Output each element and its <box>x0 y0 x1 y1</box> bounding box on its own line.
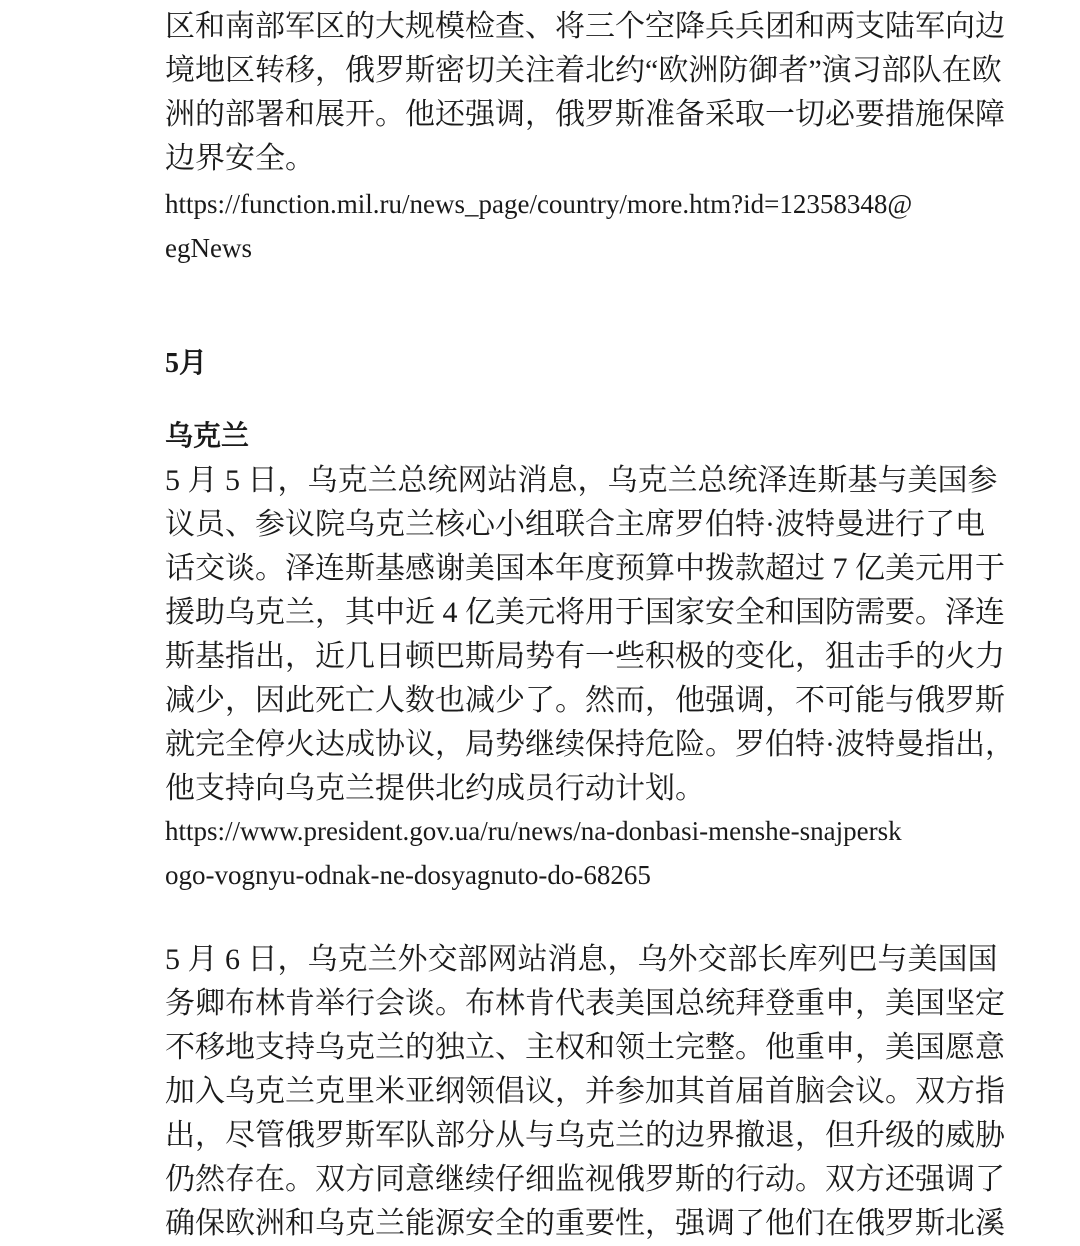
entry-paragraph <box>165 459 1015 811</box>
text-line: 不移地支持乌克兰的独立、主权和领土完整。他重申，美国愿意 <box>165 1031 1005 1064</box>
text-line: 洲的部署和展开。他还强调，俄罗斯准备采取一切必要措施保障 <box>165 98 1005 131</box>
month-heading: 5月 <box>165 348 208 379</box>
text-line: 斯基指出，近几日顿巴斯局势有一些积极的变化，狙击手的火力 <box>165 640 1005 673</box>
text-line: 5 月 6 日，乌克兰外交部网站消息，乌外交部长库列巴与美国国 <box>165 943 998 976</box>
url-line: ogo-vognyu-odnak-ne-dosyagnuto-do-68265 <box>165 860 651 890</box>
entry-source-url <box>165 809 917 897</box>
text-line: 减少，因此死亡人数也减少了。然而，他强调，不可能与俄罗斯 <box>165 684 1005 717</box>
entry-paragraph <box>165 938 1005 1246</box>
text-line: 境地区转移，俄罗斯密切关注着北约“欧洲防御者”演习部队在欧 <box>165 54 1002 87</box>
url-line: egNews <box>165 233 252 263</box>
text-line: 边界安全。 <box>165 142 315 175</box>
country-heading: 乌克兰 <box>165 421 250 452</box>
text-line: 仍然存在。双方同意继续仔细监视俄罗斯的行动。双方还强调了 <box>165 1163 1005 1196</box>
text-line: 援助乌克兰，其中近 4 亿美元将用于国家安全和国防需要。泽连 <box>165 596 1005 629</box>
text-line: 加入乌克兰克里米亚纲领倡议，并参加其首届首脑会议。双方指 <box>165 1075 1005 1108</box>
text-line: 话交谈。泽连斯基感谢美国本年度预算中拨款超过 7 亿美元用于 <box>165 552 1005 585</box>
intro-source-url <box>165 182 917 270</box>
text-line: 出，尽管俄罗斯军队部分从与乌克兰的边界撤退，但升级的威胁 <box>165 1119 1005 1152</box>
intro-paragraph <box>165 5 1005 181</box>
text-line: 他支持向乌克兰提供北约成员行动计划。 <box>165 772 705 805</box>
text-line: 区和南部军区的大规模检查、将三个空降兵兵团和两支陆军向边 <box>165 10 1005 43</box>
text-line: 议员、参议院乌克兰核心小组联合主席罗伯特·波特曼进行了电 <box>165 508 985 541</box>
text-line: 务卿布林肯举行会谈。布林肯代表美国总统拜登重申，美国坚定 <box>165 987 1005 1020</box>
url-line: https://function.mil.ru/news_page/country/more.htm?id=12358348@ <box>165 189 913 219</box>
text-line: 确保欧洲和乌克兰能源安全的重要性，强调了他们在俄罗斯北溪 <box>165 1207 1005 1240</box>
url-line: https://www.president.gov.ua/ru/news/na-donbasi-menshe-snajpersk <box>165 816 902 846</box>
text-line: 就完全停火达成协议，局势继续保持危险。罗伯特·波特曼指出， <box>165 728 1015 761</box>
text-line: 5 月 5 日，乌克兰总统网站消息，乌克兰总统泽连斯基与美国参 <box>165 464 998 497</box>
